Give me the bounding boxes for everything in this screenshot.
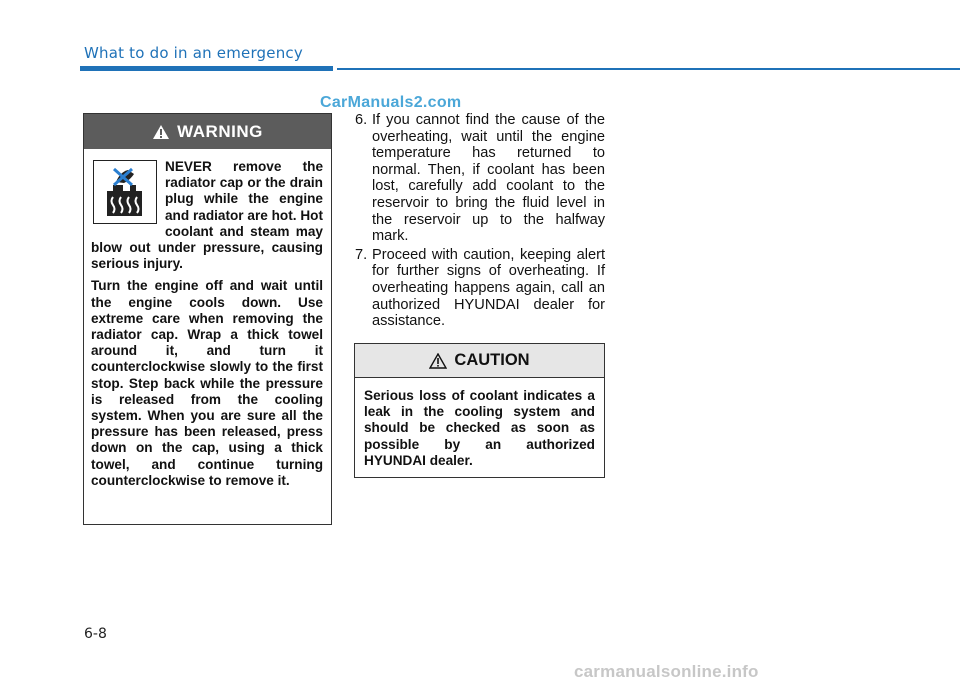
watermark-top: CarManuals2.com bbox=[320, 94, 462, 111]
step-6 bbox=[355, 112, 605, 245]
warning-triangle-icon bbox=[152, 124, 170, 140]
warning-heading-text: WARNING bbox=[177, 121, 263, 141]
caution-text: Serious loss of coolant indicates a leak in the cooling system and should be checked as soon as possible by an authorized HYUNDAI dealer. bbox=[364, 388, 595, 468]
caution-heading bbox=[355, 344, 604, 378]
step-number: 6. bbox=[355, 112, 368, 128]
hot-radiator-steam-icon bbox=[93, 160, 157, 224]
watermark-bottom: carmanualsonline.info bbox=[574, 662, 759, 681]
step-text: Proceed with caution, keeping alert for further signs of overheating. If overheating happens again, call an authorized HYUNDAI dealer for assistance. bbox=[372, 246, 605, 330]
warning-paragraph-1: NEVER remove the radiator cap or the drain plug while the engine and radiator are hot. Hot coolant and steam may blow out under pressure, causing serious injury. bbox=[91, 159, 323, 272]
warning-paragraph-2: Turn the engine off and wait until the engine cools down. Use extreme care when removing the radiator cap. Wrap a thick towel around it, and turn it counterclockwise slowly to the first stop. Step back while the pressure is released from the cooling system. When you are sure all the pressure has been released, press down on the cap, using a thick towel, and continue turning counterclockwise to remove it. bbox=[91, 278, 323, 488]
header-rule-thin bbox=[337, 68, 960, 70]
caution-heading-text: CAUTION bbox=[454, 351, 530, 369]
procedure-steps bbox=[355, 112, 605, 332]
page-number: 6-8 bbox=[84, 626, 107, 642]
step-number: 7. bbox=[355, 246, 368, 263]
caution-triangle-icon bbox=[429, 353, 447, 369]
section-title: What to do in an emergency bbox=[84, 44, 303, 62]
warning-heading bbox=[84, 114, 331, 149]
step-7 bbox=[355, 247, 605, 330]
header-rule-thick bbox=[80, 66, 333, 71]
warning-box bbox=[83, 113, 332, 525]
step-text: If you cannot find the cause of the overheating, wait until the engine temperature has returned to normal. Then, if coolant has been lost, carefully add coolant to the reservoir to bring the fluid level in the reservoir up to the halfway mark. bbox=[372, 112, 605, 245]
caution-box bbox=[354, 343, 605, 478]
warning-body bbox=[84, 149, 331, 489]
